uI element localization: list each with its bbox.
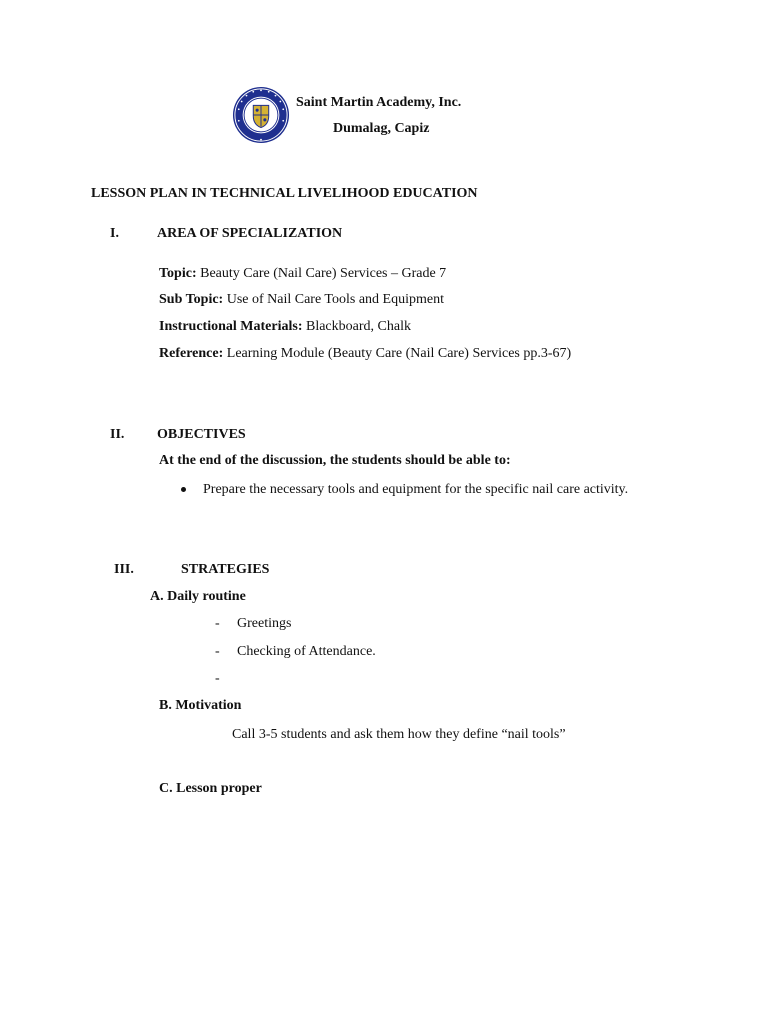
materials-value: Blackboard, Chalk [305,319,411,334]
objectives-intro: At the end of the discussion, the students should be able to: [159,453,511,468]
section3-number: III. [114,562,134,577]
routine-item-greetings: Greetings [237,616,292,631]
section2-number: II. [110,427,125,442]
topic-field [159,265,446,283]
school-location: Dumalag, Capiz [333,121,430,136]
subtopic-field [159,291,444,309]
school-name: Saint Martin Academy, Inc. [296,95,462,110]
school-seal-icon [232,86,290,144]
topic-value: Beauty Care (Nail Care) Services – Grade 7 [200,266,447,281]
section2-heading: OBJECTIVES [157,427,246,442]
reference-field [159,345,571,363]
daily-routine-heading: A. Daily routine [150,589,246,604]
subtopic-value: Use of Nail Care Tools and Equipment [226,292,444,307]
reference-value: Learning Module (Beauty Care (Nail Care) Services pp.3-67) [226,346,572,361]
dash-marker: - [215,644,220,659]
motivation-text: Call 3-5 students and ask them how they define “nail tools” [232,727,566,742]
document-title: LESSON PLAN IN TECHNICAL LIVELIHOOD EDUCATION [91,186,478,201]
materials-field [159,318,411,336]
lesson-proper-heading: C. Lesson proper [159,781,262,796]
section1-heading: AREA OF SPECIALIZATION [157,226,343,241]
materials-label: Instructional Materials: [159,319,303,334]
dash-marker: - [215,671,220,686]
routine-item-attendance: Checking of Attendance. [237,644,376,659]
topic-label: Topic: [159,266,197,281]
subtopic-label: Sub Topic: [159,292,224,307]
dash-marker: - [215,616,220,631]
section3-heading: STRATEGIES [181,562,270,577]
section1-number: I. [110,226,119,241]
motivation-heading: B. Motivation [159,698,242,713]
bullet-icon [181,487,186,492]
reference-label: Reference: [159,346,224,361]
objective-item: Prepare the necessary tools and equipment for the specific nail care activity. [203,482,629,497]
